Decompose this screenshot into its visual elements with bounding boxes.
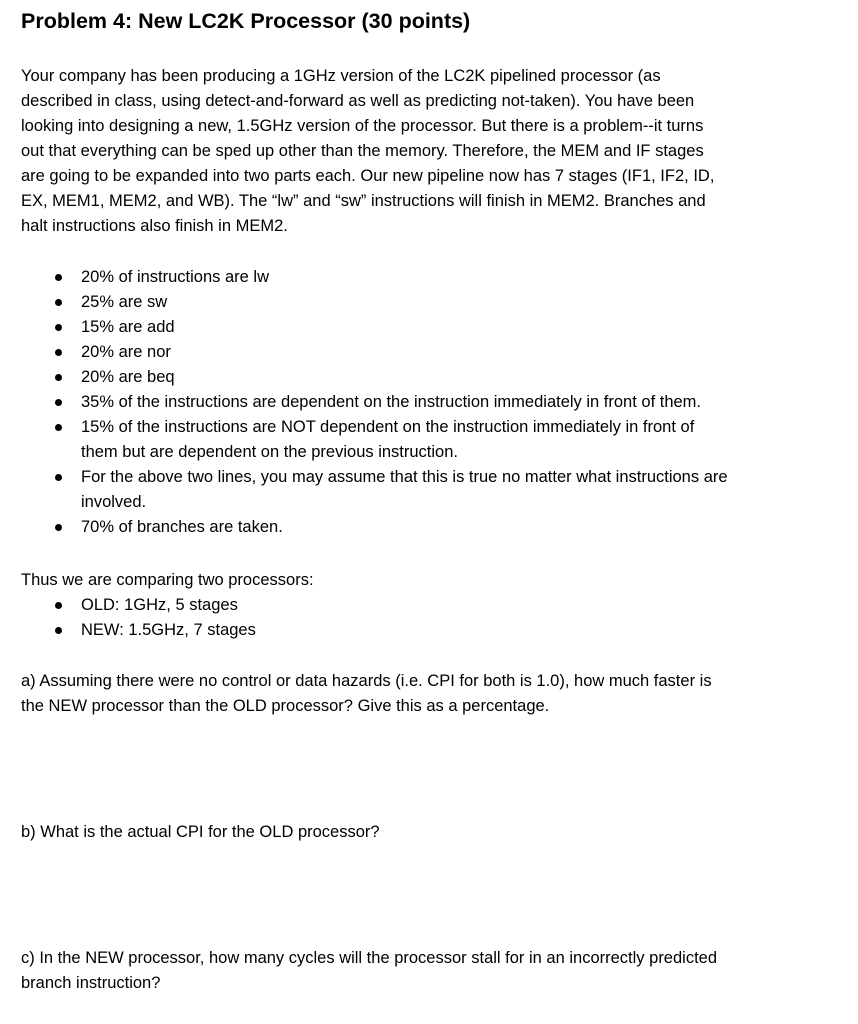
list-item: 15% of the instructions are NOT dependent on the instruction immediately in front of them but are dependent on the previous instruction. (21, 415, 821, 465)
bullet-icon (55, 524, 62, 531)
list-item: 35% of the instructions are dependent on the instruction immediately in front of them. (21, 390, 821, 415)
question-b: b) What is the actual CPI for the OLD processor? (21, 823, 380, 841)
list-item: 20% are beq (21, 365, 821, 390)
list-item: 25% are sw (21, 290, 821, 315)
list-item: OLD: 1GHz, 5 stages (21, 593, 821, 618)
instruction-facts-list (21, 265, 821, 540)
processor-list (21, 593, 821, 643)
list-item: For the above two lines, you may assume that this is true no matter what instructions are involved. (21, 465, 821, 515)
bullet-icon (55, 399, 62, 406)
bullet-icon (55, 324, 62, 331)
question-c: c) In the NEW processor, how many cycles will the processor stall for in an incorrectly predicted branch instruction? (21, 949, 718, 992)
intro-line: EX, MEM1, MEM2, and WB). The “lw” and “sw” instructions will finish in MEM2. Branches and (21, 192, 706, 210)
bullet-icon (55, 627, 62, 634)
bullet-icon (55, 299, 62, 306)
bullet-icon (55, 602, 62, 609)
list-item: 70% of branches are taken. (21, 515, 821, 540)
bullet-icon (55, 374, 62, 381)
list-item: 20% are nor (21, 340, 821, 365)
intro-line: described in class, using detect-and-forward as well as predicting not-taken). You have been (21, 92, 695, 110)
bullet-icon (55, 424, 62, 431)
bullet-icon (55, 474, 62, 481)
intro-paragraph (21, 64, 821, 239)
intro-line: out that everything can be sped up other than the memory. Therefore, the MEM and IF stages (21, 142, 704, 160)
list-item: NEW: 1.5GHz, 7 stages (21, 618, 821, 643)
question-a: a) Assuming there were no control or data hazards (i.e. CPI for both is 1.0), how much faster is the NEW processor than the OLD processor? Give this as a percentage. (21, 672, 712, 715)
list-item: 15% are add (21, 315, 821, 340)
list-item: 20% of instructions are lw (21, 265, 821, 290)
intro-line: Your company has been producing a 1GHz version of the LC2K pipelined processor (as (21, 67, 661, 85)
bullet-icon (55, 349, 62, 356)
problem-title: Problem 4: New LC2K Processor (30 points) (21, 9, 471, 33)
intro-line: halt instructions also finish in MEM2. (21, 217, 288, 235)
bullet-icon (55, 274, 62, 281)
intro-line: looking into designing a new, 1.5GHz version of the processor. But there is a problem--it turns (21, 117, 704, 135)
intro-line: are going to be expanded into two parts each. Our new pipeline now has 7 stages (IF1, IF2, ID, (21, 167, 715, 185)
comparison-intro: Thus we are comparing two processors: (21, 571, 314, 589)
